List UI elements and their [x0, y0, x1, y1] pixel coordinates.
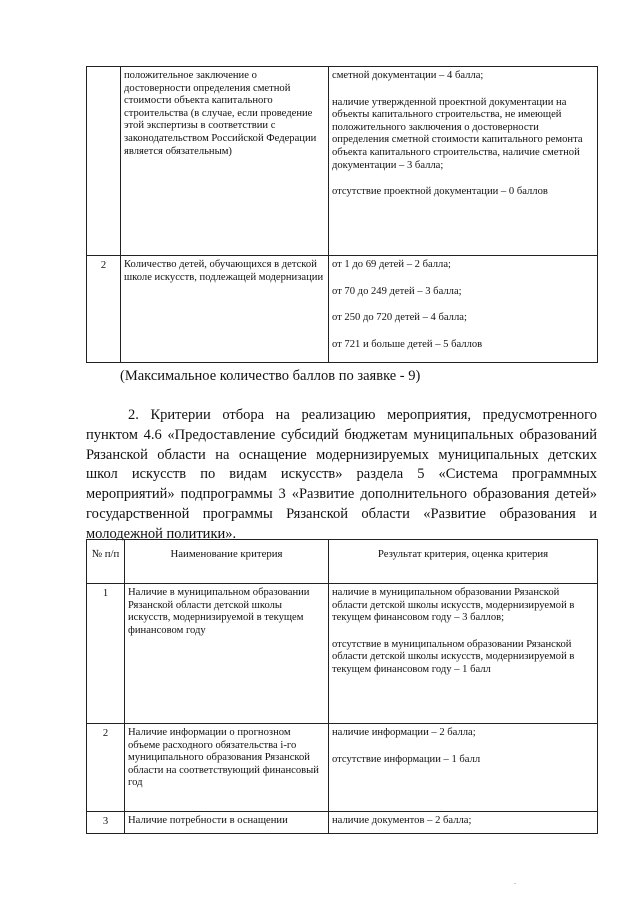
result-option: от 721 и больше детей – 5 баллов: [332, 338, 483, 350]
criterion-name: Количество детей, обучающихся в детской школе искусств, подлежащей модернизации: [121, 256, 329, 363]
row-number: 3: [87, 812, 125, 834]
result-option: наличие утвержденной проектной документации на объекты капитального строительства, не имеющей положительного заключения о достоверности определения сметной стоимости капитального ремонта объекта капитального строительства, наличие сметной документации – 3 балла;: [332, 96, 583, 171]
column-header-criterion: Наименование критерия: [125, 540, 329, 584]
table-row: [87, 584, 598, 724]
criteria-table-continued: [86, 66, 598, 363]
column-header-result: Результат критерия, оценка критерия: [329, 540, 598, 584]
table-row: [87, 724, 598, 812]
result-option: наличие в муниципальном образовании Рязанской области детской школы искусств, модернизируемой в текущем финансовом году – 3 баллов;: [332, 587, 575, 624]
table-header-row: [87, 540, 598, 584]
result-option: наличие документов – 2 балла;: [332, 815, 472, 826]
criterion-result: [329, 256, 598, 363]
criterion-result: [329, 584, 598, 724]
result-option: отсутствие информации – 1 балл: [332, 753, 481, 765]
row-number: 2: [87, 724, 125, 812]
result-option: от 1 до 69 детей – 2 балла;: [332, 259, 451, 270]
criterion-name: [125, 812, 329, 834]
table-row: [87, 67, 598, 256]
result-option: отсутствие проектной документации – 0 баллов: [332, 186, 548, 198]
result-option: наличие информации – 2 балла;: [332, 727, 476, 738]
max-score-note: (Максимальное количество баллов по заявке - 9): [120, 368, 421, 384]
criterion-result: [329, 67, 598, 256]
table-row: [87, 812, 598, 834]
result-option: от 70 до 249 детей – 3 балла;: [332, 285, 462, 297]
row-number: 1: [87, 584, 125, 724]
result-option: отсутствие в муниципальном образовании Рязанской области детской школы искусств, модернизируемой в текущем финансовом году – 1 балл: [332, 638, 575, 675]
page-mark: .: [514, 877, 516, 886]
row-number: 2: [87, 256, 121, 363]
criterion-name: Наличие информации о прогнозном объеме расходного обязательства i-го муниципального образования Рязанской области на соответствующий финансовый год: [125, 724, 329, 812]
criterion-name: Наличие в муниципальном образовании Рязанской области детской школы искусств, модернизируемой в текущем финансовом году: [125, 584, 329, 724]
row-number: [87, 67, 121, 256]
column-header-number: № п/п: [87, 540, 125, 584]
criteria-table: [86, 539, 598, 834]
result-option: от 250 до 720 детей – 4 балла;: [332, 312, 467, 324]
section-paragraph: 2. Критерии отбора на реализацию мероприятия, предусмотренного пунктом 4.6 «Предоставление субсидий бюджетам муниципальных образований Рязанской области на оснащение модернизируемых муниципальных детских школ искусств по видам искусств» раздела 5 «Система программных мероприятий» подпрограммы 3 «Развитие дополнительного образования детей» государственной программы Рязанской области «Развитие образования и молодежной политики».: [86, 407, 597, 542]
table-row: [87, 256, 598, 363]
criterion-name-text: Наличие потребности в оснащении: [128, 815, 288, 826]
criterion-result: [329, 724, 598, 812]
criterion-name: положительное заключение о достоверности определения сметной стоимости объекта капитального строительства (в случае, если проведение этой экспертизы в соответствии с законодательством Российской Федерации является обязательным): [121, 67, 329, 256]
result-option: сметной документации – 4 балла;: [332, 70, 484, 81]
criterion-result: [329, 812, 598, 834]
